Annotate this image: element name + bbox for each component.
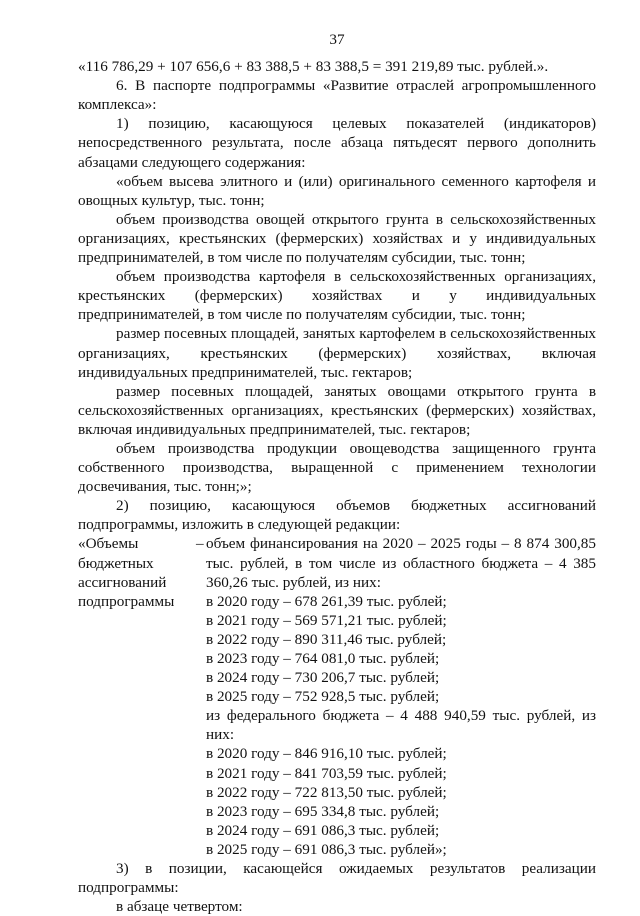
- budget-values-column: [206, 534, 596, 859]
- budget-line: в 2021 году – 841 703,59 тыс. рублей;: [206, 764, 447, 782]
- budget-line: в 2024 году – 730 206,7 тыс. рублей;: [206, 669, 440, 687]
- budget-line: в 2022 году – 890 311,46 тыс. рублей;: [206, 630, 447, 648]
- budget-table: [78, 534, 596, 859]
- budget-line: в 2023 году – 695 334,8 тыс. рублей;: [206, 802, 440, 820]
- paragraph: 6. В паспорте подпрограммы «Развитие отраслей агропромышленного комплекса»:: [78, 77, 596, 114]
- budget-line: в 2020 году – 678 261,39 тыс. рублей;: [206, 592, 447, 610]
- budget-line: в 2020 году – 846 916,10 тыс. рублей;: [206, 745, 447, 763]
- document-page: [78, 30, 596, 916]
- budget-line: объем финансирования на 2020 – 2025 годы – 8 874 300,85 тыс. рублей, в том числе из областного бюджета – 4 385 360,26 тыс. рублей, из них:: [206, 535, 596, 591]
- top-text: [78, 57, 596, 534]
- budget-dash: –: [196, 535, 204, 553]
- budget-line: в 2025 году – 752 928,5 тыс. рублей;: [206, 688, 440, 706]
- paragraph: размер посевных площадей, занятых картофелем в сельскохозяйственных организациях, крестьянских (фермерских) хозяйствах, включая индивидуальных предпринимателей, тыс. гектаров;: [78, 325, 596, 381]
- paragraph: 3) в позиции, касающейся ожидаемых результатов реализации подпрограммы:: [78, 860, 596, 897]
- budget-label: «Объемы бюджетных ассигнований подпрограммы: [78, 535, 175, 610]
- budget-line: в 2022 году – 722 813,50 тыс. рублей;: [206, 783, 447, 801]
- bottom-text: [78, 859, 596, 916]
- paragraph: объем производства овощей открытого грунта в сельскохозяйственных организациях, крестьянских (фермерских) хозяйствах и у индивидуальных предпринимателей, в том числе по получателям субсидии, тыс. тонн;: [78, 210, 596, 267]
- budget-line: в 2025 году – 691 086,3 тыс. рублей»;: [206, 840, 447, 858]
- budget-line: в 2021 году – 569 571,21 тыс. рублей;: [206, 611, 447, 629]
- paragraph: объем производства картофеля в сельскохозяйственных организациях, крестьянских (фермерских) хозяйствах и у индивидуальных предпринимателей, в том числе по получателям субсидии, тыс. тонн;: [78, 268, 596, 324]
- budget-label-column: [78, 534, 196, 859]
- paragraph: 1) позицию, касающуюся целевых показателей (индикаторов) непосредственного результата, после абзаца пятьдесят первого дополнить абзацами следующего содержания:: [78, 115, 596, 171]
- budget-line: в 2023 году – 764 081,0 тыс. рублей;: [206, 650, 440, 667]
- budget-line: в 2024 году – 691 086,3 тыс. рублей;: [206, 821, 440, 839]
- budget-line: из федерального бюджета – 4 488 940,59 тыс. рублей, из них:: [206, 707, 596, 744]
- paragraph: объем производства продукции овощеводства защищенного грунта собственного производства, выращенной с применением технологии досвечивания, тыс. тонн;»;: [78, 439, 596, 496]
- paragraph: размер посевных площадей, занятых овощами открытого грунта в сельскохозяйственных организациях, крестьянских (фермерских) хозяйствах, включая индивидуальных предпринимателей, тыс. гектаров;: [78, 382, 596, 438]
- page-number: 37: [329, 31, 345, 48]
- paragraph: «116 786,29 + 107 656,6 + 83 388,5 + 83 388,5 = 391 219,89 тыс. рублей.».: [78, 58, 549, 76]
- paragraph: «объем высева элитного и (или) оригинального семенного картофеля и овощных культур, тыс. тонн;: [78, 172, 596, 209]
- paragraph: в абзаце четвертом:: [116, 898, 243, 916]
- paragraph: 2) позицию, касающуюся объемов бюджетных ассигнований подпрограммы, изложить в следующей редакции:: [78, 497, 596, 534]
